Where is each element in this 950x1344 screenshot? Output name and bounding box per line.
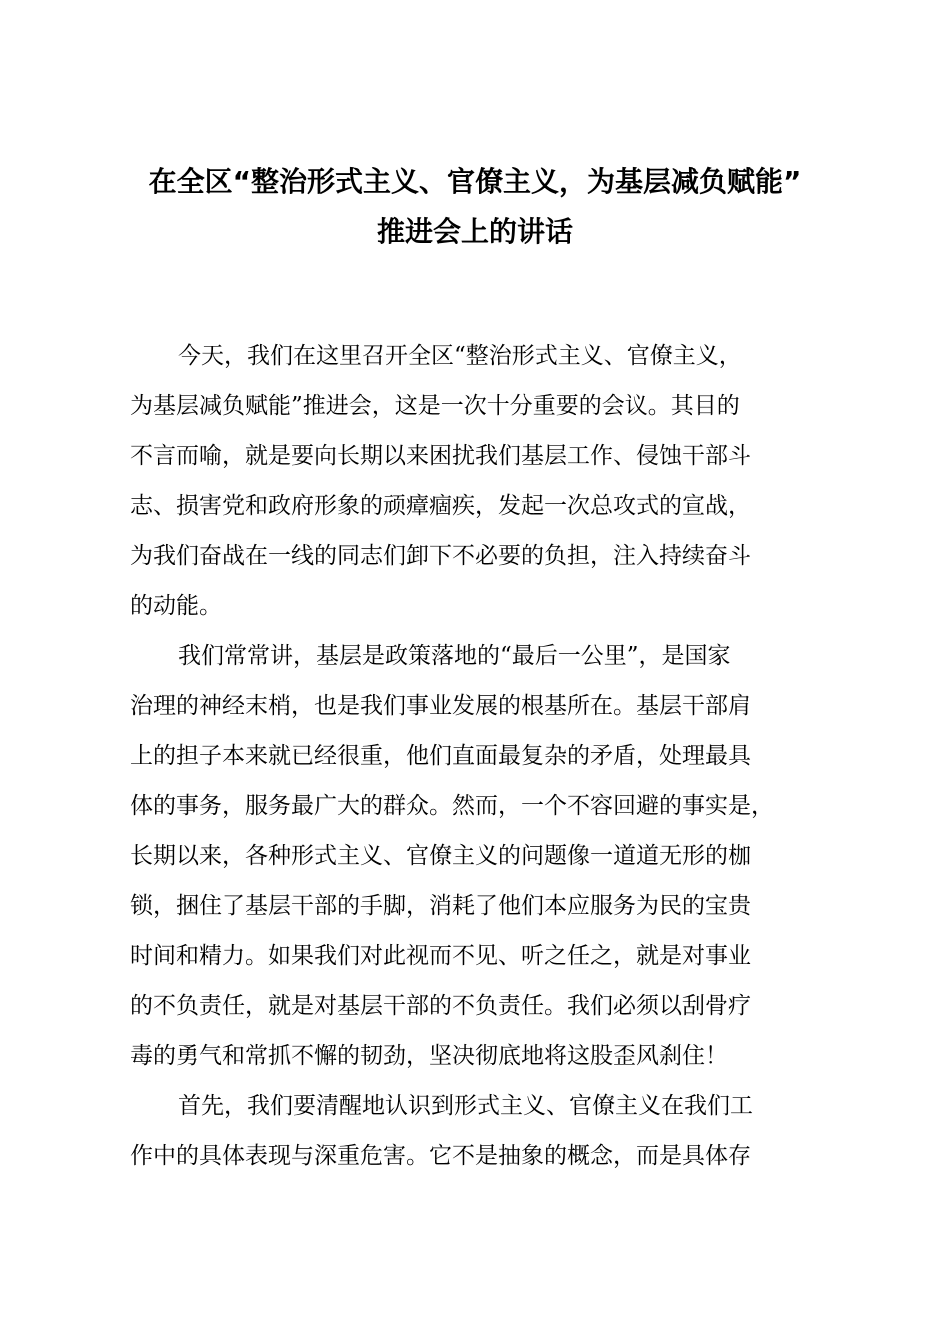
document-body: [130, 331, 830, 1181]
document-title-line-1: 在全区“整治形式主义、官僚主义，为基层减负赋能”: [148, 165, 802, 198]
text-line: 上的担子本来就已经很重，他们直面最复杂的矛盾，处理最具: [130, 743, 751, 769]
paragraph-3: [130, 1081, 830, 1181]
text-line: 治理的神经末梢，也是我们事业发展的根基所在。基层干部肩: [130, 693, 751, 719]
paragraph-2: [130, 631, 830, 1081]
text-line: 作中的具体表现与深重危害。它不是抽象的概念，而是具体存: [130, 1143, 751, 1169]
text-line: 今天，我们在这里召开全区“整治形式主义、官僚主义，: [178, 343, 742, 369]
paragraph-1: [130, 331, 830, 631]
text-line: 的动能。: [130, 593, 222, 619]
text-line: 首先，我们要清醒地认识到形式主义、官僚主义在我们工: [178, 1093, 753, 1119]
text-line: 毒的勇气和常抓不懈的韧劲，坚决彻底地将这股歪风刹住！: [130, 1043, 728, 1069]
text-line: 为我们奋战在一线的同志们卸下不必要的负担，注入持续奋斗: [130, 543, 751, 569]
text-line: 为基层减负赋能”推进会，这是一次十分重要的会议。其目的: [130, 393, 740, 419]
text-line: 不言而喻，就是要向长期以来困扰我们基层工作、侵蚀干部斗: [130, 443, 751, 469]
text-line: 我们常常讲，基层是政策落地的“最后一公里”，是国家: [178, 643, 731, 669]
text-line: 志、损害党和政府形象的顽瘴痼疾，发起一次总攻式的宣战，: [130, 493, 751, 519]
text-line: 的不负责任，就是对基层干部的不负责任。我们必须以刮骨疗: [130, 993, 751, 1019]
text-line: 锁，捆住了基层干部的手脚，消耗了他们本应服务为民的宝贵: [130, 893, 751, 919]
document-title-line-2: 推进会上的讲话: [376, 215, 573, 248]
text-line: 长期以来，各种形式主义、官僚主义的问题像一道道无形的枷: [130, 843, 751, 869]
text-line: 时间和精力。如果我们对此视而不见、听之任之，就是对事业: [130, 943, 751, 969]
text-line: 体的事务，服务最广大的群众。然而，一个不容回避的事实是，: [130, 793, 774, 819]
